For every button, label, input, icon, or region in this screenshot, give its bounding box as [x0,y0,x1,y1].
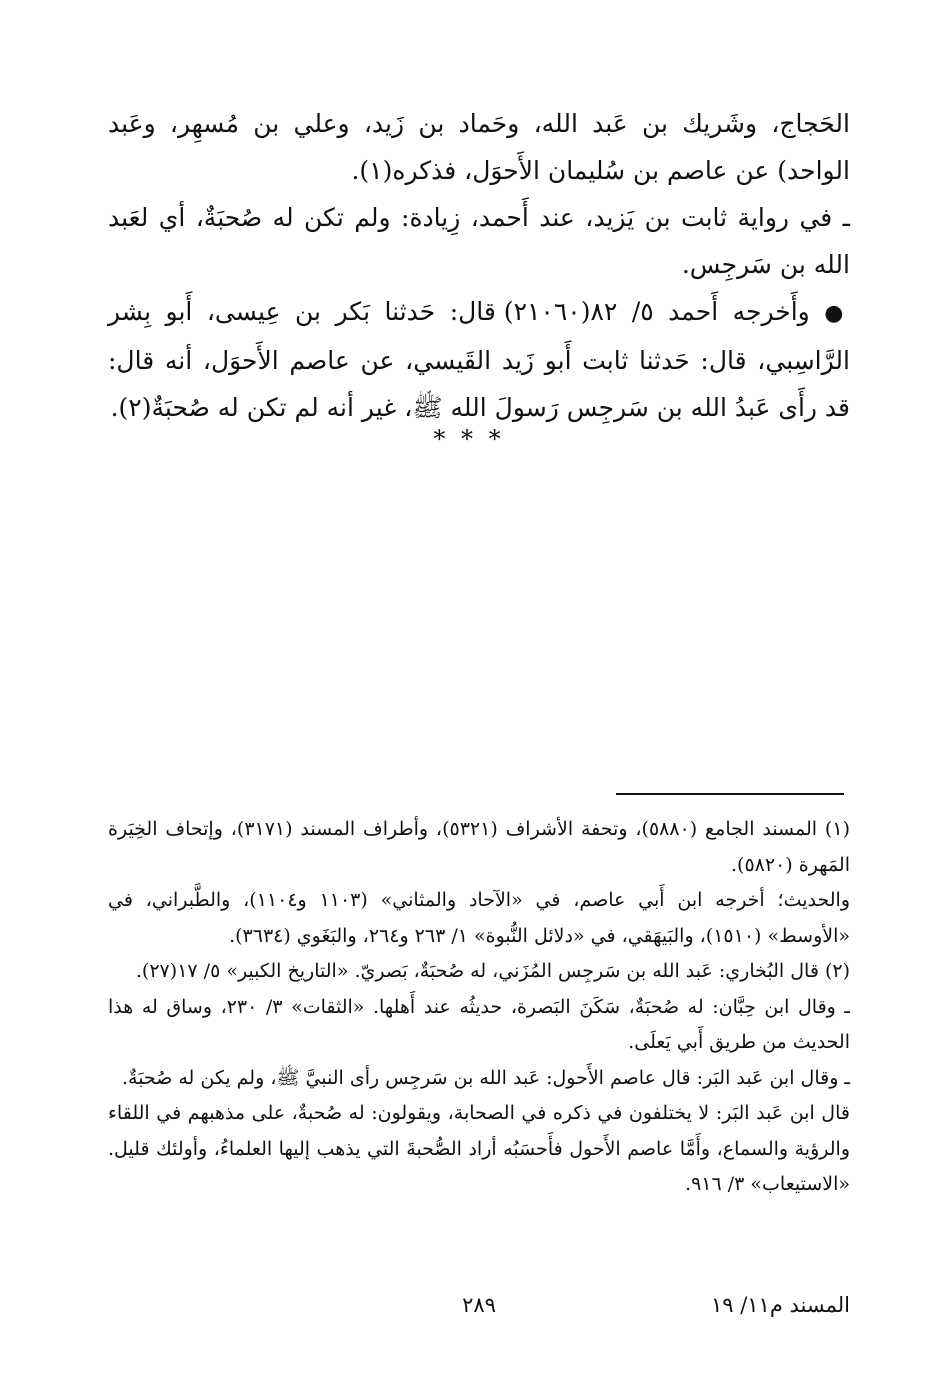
paragraph-continuation: الحَجاج، وشَريك بن عَبد الله، وحَماد بن زَيد، وعلي بن مُسهِر، وعَبد الواحد) عن عاصم بن سُليمان الأَحوَل، فذكره(١). [108,109,850,185]
main-text [108,100,850,431]
footnote-1: (١) المسند الجامع (٥٨٨٠)، وتحفة الأشراف (٥٣٢١)، وأطراف المسند (٣١٧١)، وإتحاف الخِيَرة المَهرة (٥٨٢٠). [108,818,850,876]
signature-mark: المسند م١١/ ١٩ [710,1293,850,1317]
footnote-2: (٢) قال البُخاري: عَبد الله بن سَرجِس المُزَني، له صُحبَةٌ، بَصريّ. «التاريخ الكبير» ٥/ ١٧(٢٧). [135,960,850,982]
footnote-2-ibn-abd-albar: ـ وقال ابن عَبد البَر: قال عاصم الأَحول: عَبد الله بن سَرجِس رأى النبيَّ ﷺ، ولم يكن له صُحبَةٌ. [121,1066,850,1089]
page-number: ٢٨٩ [462,1293,496,1317]
footnote-1-hadith: والحديث؛ أخرجه ابن أَبي عاصم، في «الآحاد والمثاني» (١١٠٣ و١١٠٤)، والطَّبراني، في «الأوسط» (١٥١٠)، والبَيهَقي، في «دلائل النُّبوة» ١/ ٢٦٣ و٢٦٤، والبَغَوي (٣٦٣٤). [108,889,850,947]
bullet-icon: ● [824,301,851,326]
paragraph-riwaya-note: ـ في رواية ثابت بن يَزيد، عند أَحمد، زِيادة: ولم تكن له صُحبَةٌ، أي لعَبد الله بن سَرجِس. [108,203,850,279]
footnote-divider [616,793,844,795]
paragraph-takhrij-text: وأَخرجه أَحمد ٥/ ٨٢(٢١٠٦٠) قال: حَدثنا بَكر بن عِيسى، أَبو بِشر الرَّاسِبي، قال: حَدثنا ثابت أَبو زَيد القَيسي، عن عاصم الأَحوَل، أنه قال: قد رأَى عَبدُ الله بن سَرجِس رَسولَ الله ﷺ، غير أنه لم تكن له صُحبَةٌ(٢). [108,297,850,422]
footnote-2-istiab: قال ابن عَبد البَر: لا يختلفون في ذكره في الصحابة، ويقولون: له صُحبةٌ، على مذهبهم في اللقاء والرؤية والسماع، وأَمَّا عاصم الأَحول فأَحسَبُه أراد الصُّحبةَ التي يذهب إليها العلماءُ، وأولئك قليل. «الاستيعاب» ٣/ ٩١٦. [108,1102,850,1195]
section-separator: * * * [433,425,505,453]
paragraph-takhrij [108,288,850,431]
footnote-2-ibn-hibban: ـ وقال ابن حِبَّان: له صُحبَةٌ، سَكَنَ البَصرة، حديثُه عند أَهلها. «الثقات» ٣/ ٢٣٠، وساق له هذا الحديث من طريق أَبي يَعلَى. [108,995,850,1053]
page-footer [108,1287,850,1323]
footnotes [108,812,850,1203]
